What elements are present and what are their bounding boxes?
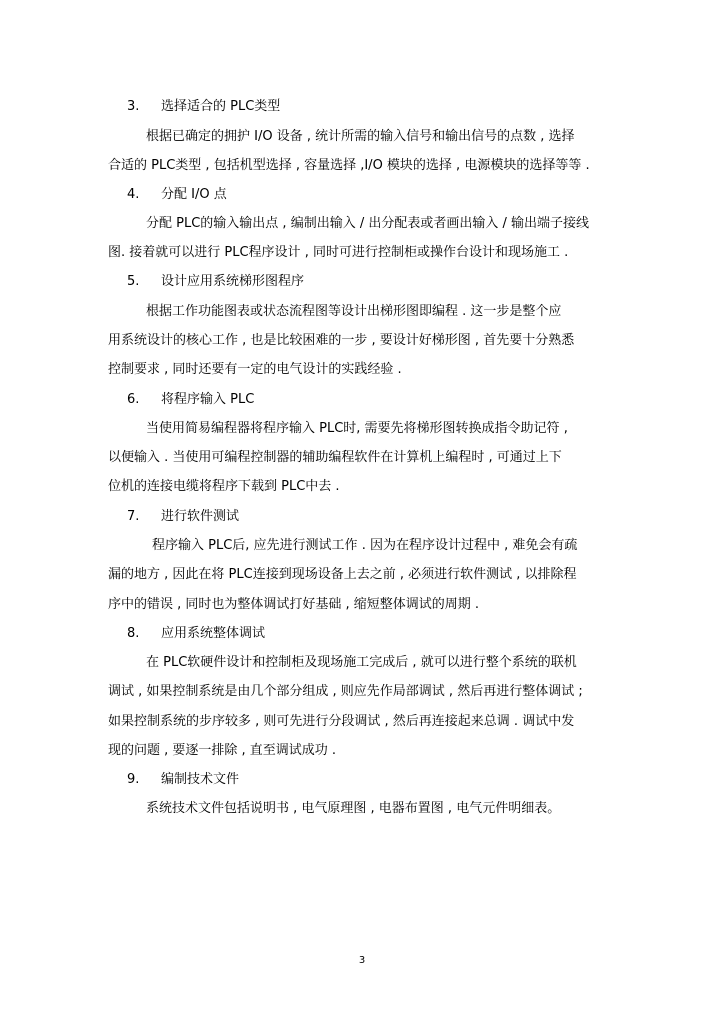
paragraph-line: 根据工作功能图表或状态流程图等设计出梯形图即编程 . 这一步是整个应 bbox=[146, 304, 562, 319]
paragraph-line: 序中的错误 , 同时也为整体调试打好基础 , 缩短整体调试的周期 . bbox=[108, 597, 480, 612]
paragraph-line: 合适的 PLC类型 , 包括机型选择 , 容量选择 ,I/O 模块的选择 , 电源模块的选择等等 . bbox=[108, 158, 590, 173]
page-number: 3 bbox=[358, 955, 366, 966]
section-heading-7 bbox=[127, 509, 239, 525]
paragraph-line: 在 PLC软硬件设计和控制柜及现场施工完成后 , 就可以进行整个系统的联机 bbox=[146, 655, 577, 670]
section-number: 9. bbox=[127, 772, 140, 787]
paragraph-line: 程序输入 PLC后, 应先进行测试工作 . 因为在程序设计过程中 , 难免会有疏 bbox=[152, 538, 578, 553]
section-heading-3 bbox=[127, 99, 280, 115]
paragraph-line: 根据已确定的拥护 I/O 设备 , 统计所需的输入信号和输出信号的点数 , 选择 bbox=[146, 129, 575, 144]
section-number: 4. bbox=[127, 187, 140, 202]
section-title: 应用系统整体调试 bbox=[161, 626, 266, 641]
paragraph-line: 图. 接着就可以进行 PLC程序设计 , 同时可进行控制柜或操作台设计和现场施工 . bbox=[108, 245, 569, 260]
paragraph-line: 调试 , 如果控制系统是由几个部分组成 , 则应先作局部调试 , 然后再进行整体调试 ; bbox=[108, 684, 583, 699]
section-heading-4 bbox=[127, 187, 227, 203]
section-title: 将程序输入 PLC bbox=[161, 392, 255, 407]
paragraph-line: 以便输入 . 当使用可编程控制器的辅助编程软件在计算机上编程时 , 可通过上下 bbox=[108, 450, 562, 465]
paragraph-line: 分配 PLC的输入输出点 , 编制出输入 / 出分配表或者画出输入 / 输出端子接线 bbox=[146, 216, 589, 231]
paragraph-line: 如果控制系统的步序较多 , 则可先进行分段调试 , 然后再连接起来总调 . 调试中发 bbox=[108, 714, 575, 729]
section-number: 5. bbox=[127, 274, 140, 289]
section-number: 6. bbox=[127, 392, 140, 407]
paragraph-line: 漏的地方 , 因此在将 PLC连接到现场设备上去之前 , 必须进行软件测试 , 以排除程 bbox=[108, 567, 577, 582]
paragraph-line: 现的问题 , 要逐一排除 , 直至调试成功 . bbox=[108, 743, 337, 758]
section-title: 编制技术文件 bbox=[161, 772, 240, 787]
section-heading-6 bbox=[127, 392, 254, 408]
section-heading-8 bbox=[127, 626, 265, 642]
section-title: 设计应用系统梯形图程序 bbox=[161, 274, 305, 289]
section-number: 7. bbox=[127, 509, 140, 524]
section-number: 3. bbox=[127, 99, 140, 114]
section-number: 8. bbox=[127, 626, 140, 641]
section-heading-9 bbox=[127, 772, 239, 788]
paragraph-line: 控制要求 , 同时还要有一定的电气设计的实践经验 . bbox=[108, 362, 402, 377]
paragraph-line: 当使用简易编程器将程序输入 PLC时, 需要先将梯形图转换成指令助记符 , bbox=[146, 421, 568, 436]
section-title: 分配 I/O 点 bbox=[161, 187, 227, 202]
section-title: 进行软件测试 bbox=[161, 509, 240, 524]
section-title: 选择适合的 PLC类型 bbox=[161, 99, 281, 114]
paragraph-line: 系统技术文件包括说明书 , 电气原理图 , 电器布置图 , 电气元件明细表。 bbox=[146, 801, 561, 816]
paragraph-line: 位机的连接电缆将程序下载到 PLC中去 . bbox=[108, 479, 340, 494]
paragraph-line: 用系统设计的核心工作 , 也是比较困难的一步 , 要设计好梯形图 , 首先要十分熟悉 bbox=[108, 333, 575, 348]
section-heading-5 bbox=[127, 274, 304, 290]
